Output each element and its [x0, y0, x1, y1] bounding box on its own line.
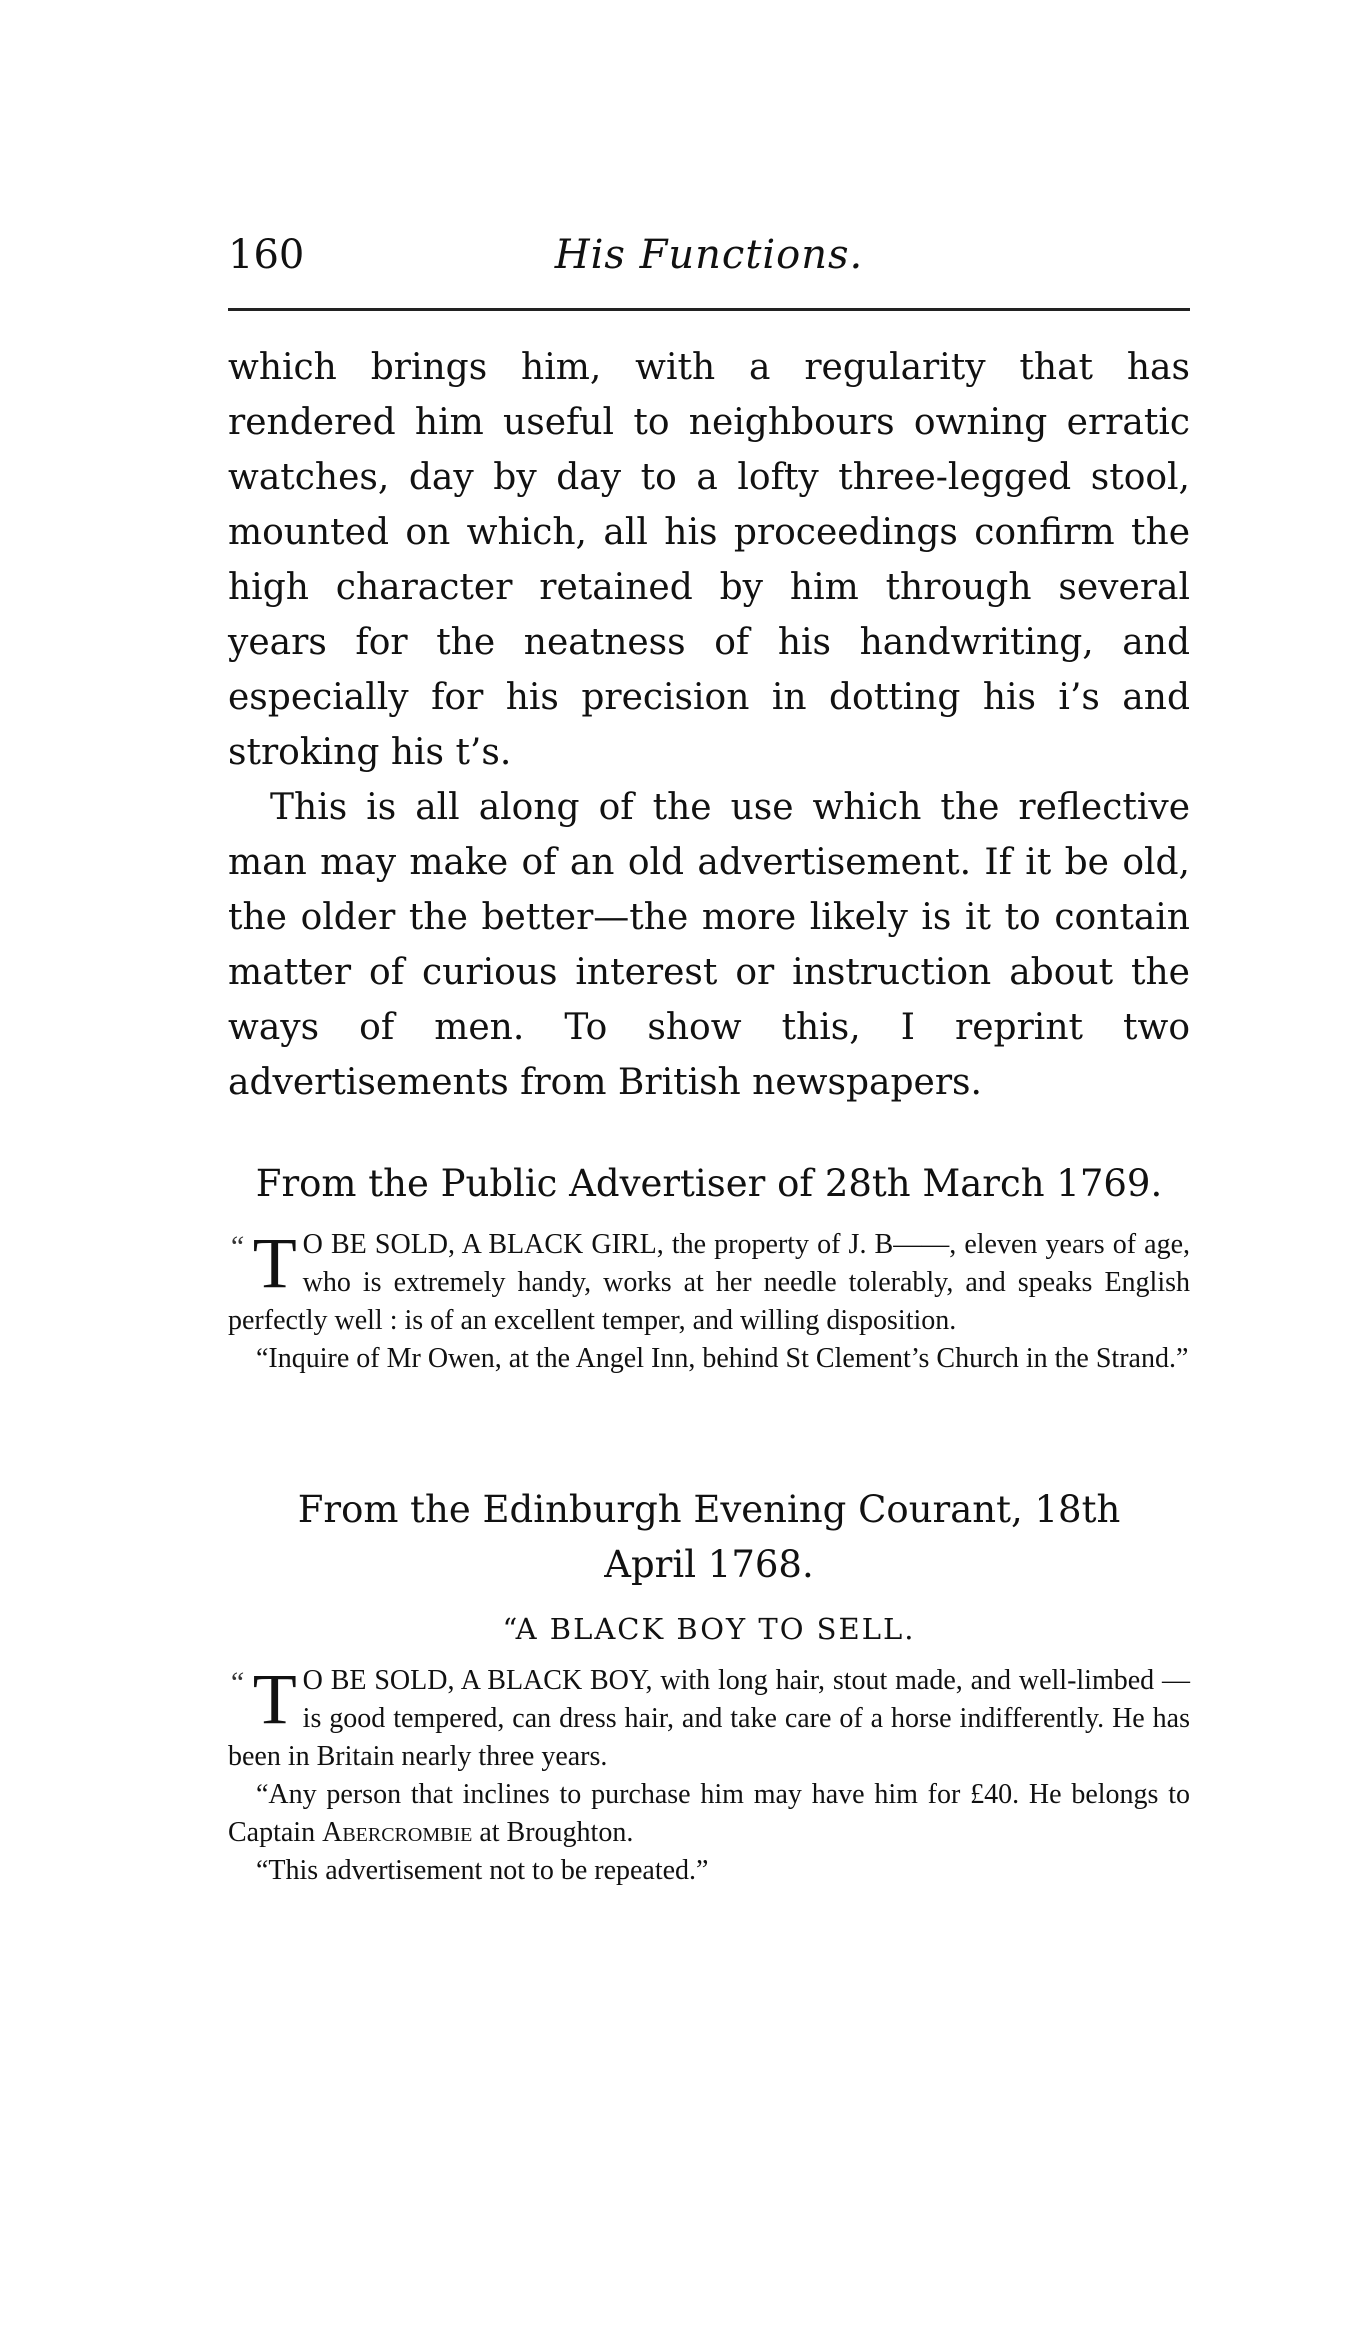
advert-1-body [228, 1223, 1190, 1340]
advert-2-purchase [228, 1776, 1190, 1852]
advert-2-drop-cap: T [252, 1659, 297, 1739]
advert-2-text: O BE SOLD, A BLACK BOY, with long hair, stout made, and well-limbed — is good tempered, can dress hair, and take care of a horse indifferently. He has been in Britain nearly three years. [228, 1665, 1190, 1772]
page-number: 160 [228, 232, 305, 278]
advert-2-belongs-name: Abercrombie [322, 1817, 473, 1848]
advert-2-body [228, 1659, 1190, 1776]
body-text [228, 340, 1190, 1110]
advert-1-inquire: “Inquire of Mr Owen, at the Angel Inn, behind St Clement’s Church in the Strand.” [256, 1343, 1189, 1374]
advert-2-open-quote: “ [228, 1666, 245, 1699]
advert-2-title: “A BLACK BOY TO SELL. [502, 1612, 916, 1646]
advert-2-belongs-suffix: at Broughton. [479, 1817, 634, 1848]
running-head: His Functions. [554, 232, 864, 278]
advert-2 [228, 1659, 1191, 1890]
advert-1-open-quote: “ [228, 1230, 245, 1263]
page-header [228, 232, 1190, 292]
advert-2-purchase-text: “Any person that inclines to purchase him may have him for £40. [256, 1779, 1020, 1810]
advert-1-text: O BE SOLD, A BLACK GIRL, the property of J. B——, eleven years of age, who is extremely handy, works at her needle tolerably, and speaks English perfectly well : is of an excellent temper, and willing disposition. [228, 1229, 1190, 1336]
advert-2-notice: “This advertisement not to be repeated.” [256, 1855, 709, 1886]
body-paragraph-1: which brings him, with a regularity that has rendered him useful to neighbours owning erratic watches, day by day to a lofty three-legged stool, mounted on which, all his proceedings confirm the high character retained by him through several years for the neatness of his handwriting, and especially for his precision in dotting his i’s and stroking his t’s. [228, 347, 1190, 773]
advert-2-source: From the Edinburgh Evening Courant, 18th April 1768. [297, 1488, 1121, 1586]
book-page [228, 0, 1190, 2348]
advert-1 [228, 1223, 1190, 1378]
advert-1-source: From the Public Advertiser of 28th March 1769. [255, 1162, 1163, 1205]
header-rule [228, 308, 1190, 311]
advert-1-drop-cap: T [252, 1223, 297, 1303]
advert-2-belongs-prefix: He belongs to Captain [228, 1779, 1191, 1848]
body-paragraph-2: This is all along of the use which the reflective man may make of an old advertisement. If it be old, the older the better—the more likely is it to contain matter of curious interest or instruction about the ways of men. To show this, I reprint two advertisements from British newspapers. [228, 787, 1190, 1103]
